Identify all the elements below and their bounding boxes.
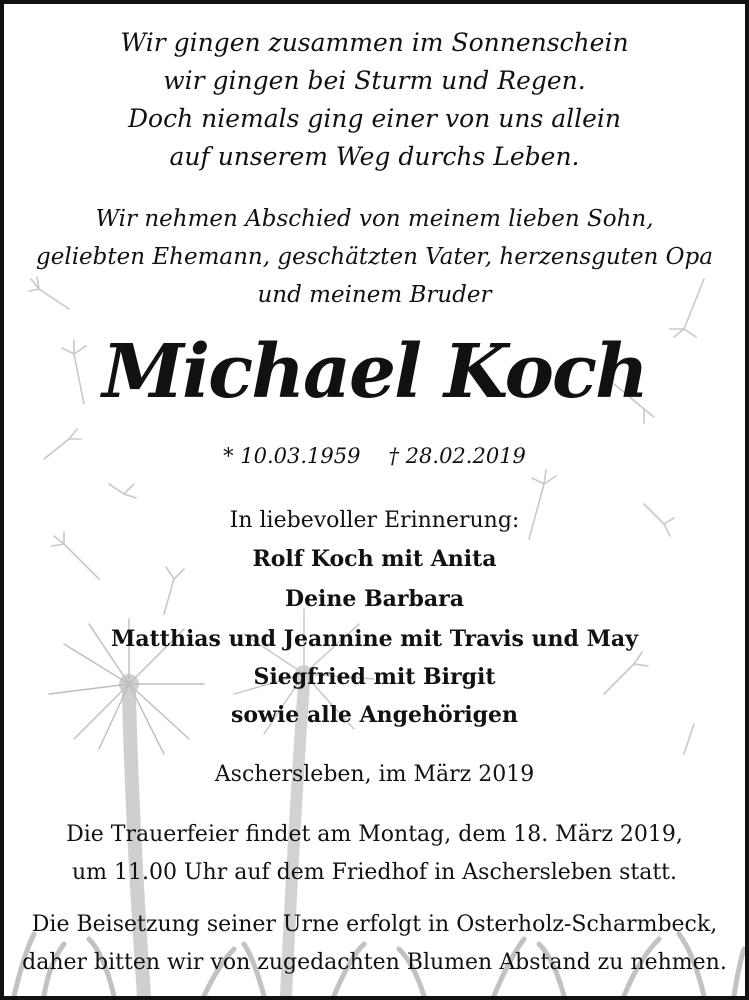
notice-text xyxy=(4,4,745,996)
mourner-line: Rolf Koch mit Anita xyxy=(252,546,497,572)
mourner-line: Matthias und Jeannine mit Travis und May xyxy=(111,626,638,652)
mourner-line: Deine Barbara xyxy=(284,586,464,612)
birth-date: * 10.03.1959 xyxy=(223,444,361,468)
death-date: † 28.02.2019 xyxy=(388,444,526,468)
remembrance-heading: In liebevoller Erinnerung: xyxy=(229,508,520,533)
burial-info-line: daher bitten wir von zugedachten Blumen Abstand zu nehmen. xyxy=(22,950,727,975)
farewell-line: und meinem Bruder xyxy=(257,282,492,308)
deceased-name: Michael Koch xyxy=(102,329,647,415)
life-dates xyxy=(4,444,745,468)
poem-line: Wir gingen zusammen im Sonnenschein xyxy=(120,28,629,57)
burial-info-line: Die Beisetzung seiner Urne erfolgt in Osterholz-Scharmbeck, xyxy=(31,912,718,937)
place-and-date: Aschersleben, im März 2019 xyxy=(214,762,535,787)
farewell-line: geliebten Ehemann, geschätzten Vater, herzensguten Opa xyxy=(36,244,713,270)
mourner-line: sowie alle Angehörigen xyxy=(230,702,519,728)
farewell-line: Wir nehmen Abschied von meinem lieben Sohn, xyxy=(95,206,654,232)
mourner-line: Siegfried mit Birgit xyxy=(253,664,496,690)
funeral-info-line: um 11.00 Uhr auf dem Friedhof in Aschersleben statt. xyxy=(72,860,677,885)
funeral-info-line: Die Trauerfeier findet am Montag, dem 18. März 2019, xyxy=(66,822,683,847)
poem-line: wir gingen bei Sturm und Regen. xyxy=(163,66,586,95)
poem-line: auf unserem Weg durchs Leben. xyxy=(169,142,580,171)
poem-line: Doch niemals ging einer von uns allein xyxy=(127,104,622,133)
